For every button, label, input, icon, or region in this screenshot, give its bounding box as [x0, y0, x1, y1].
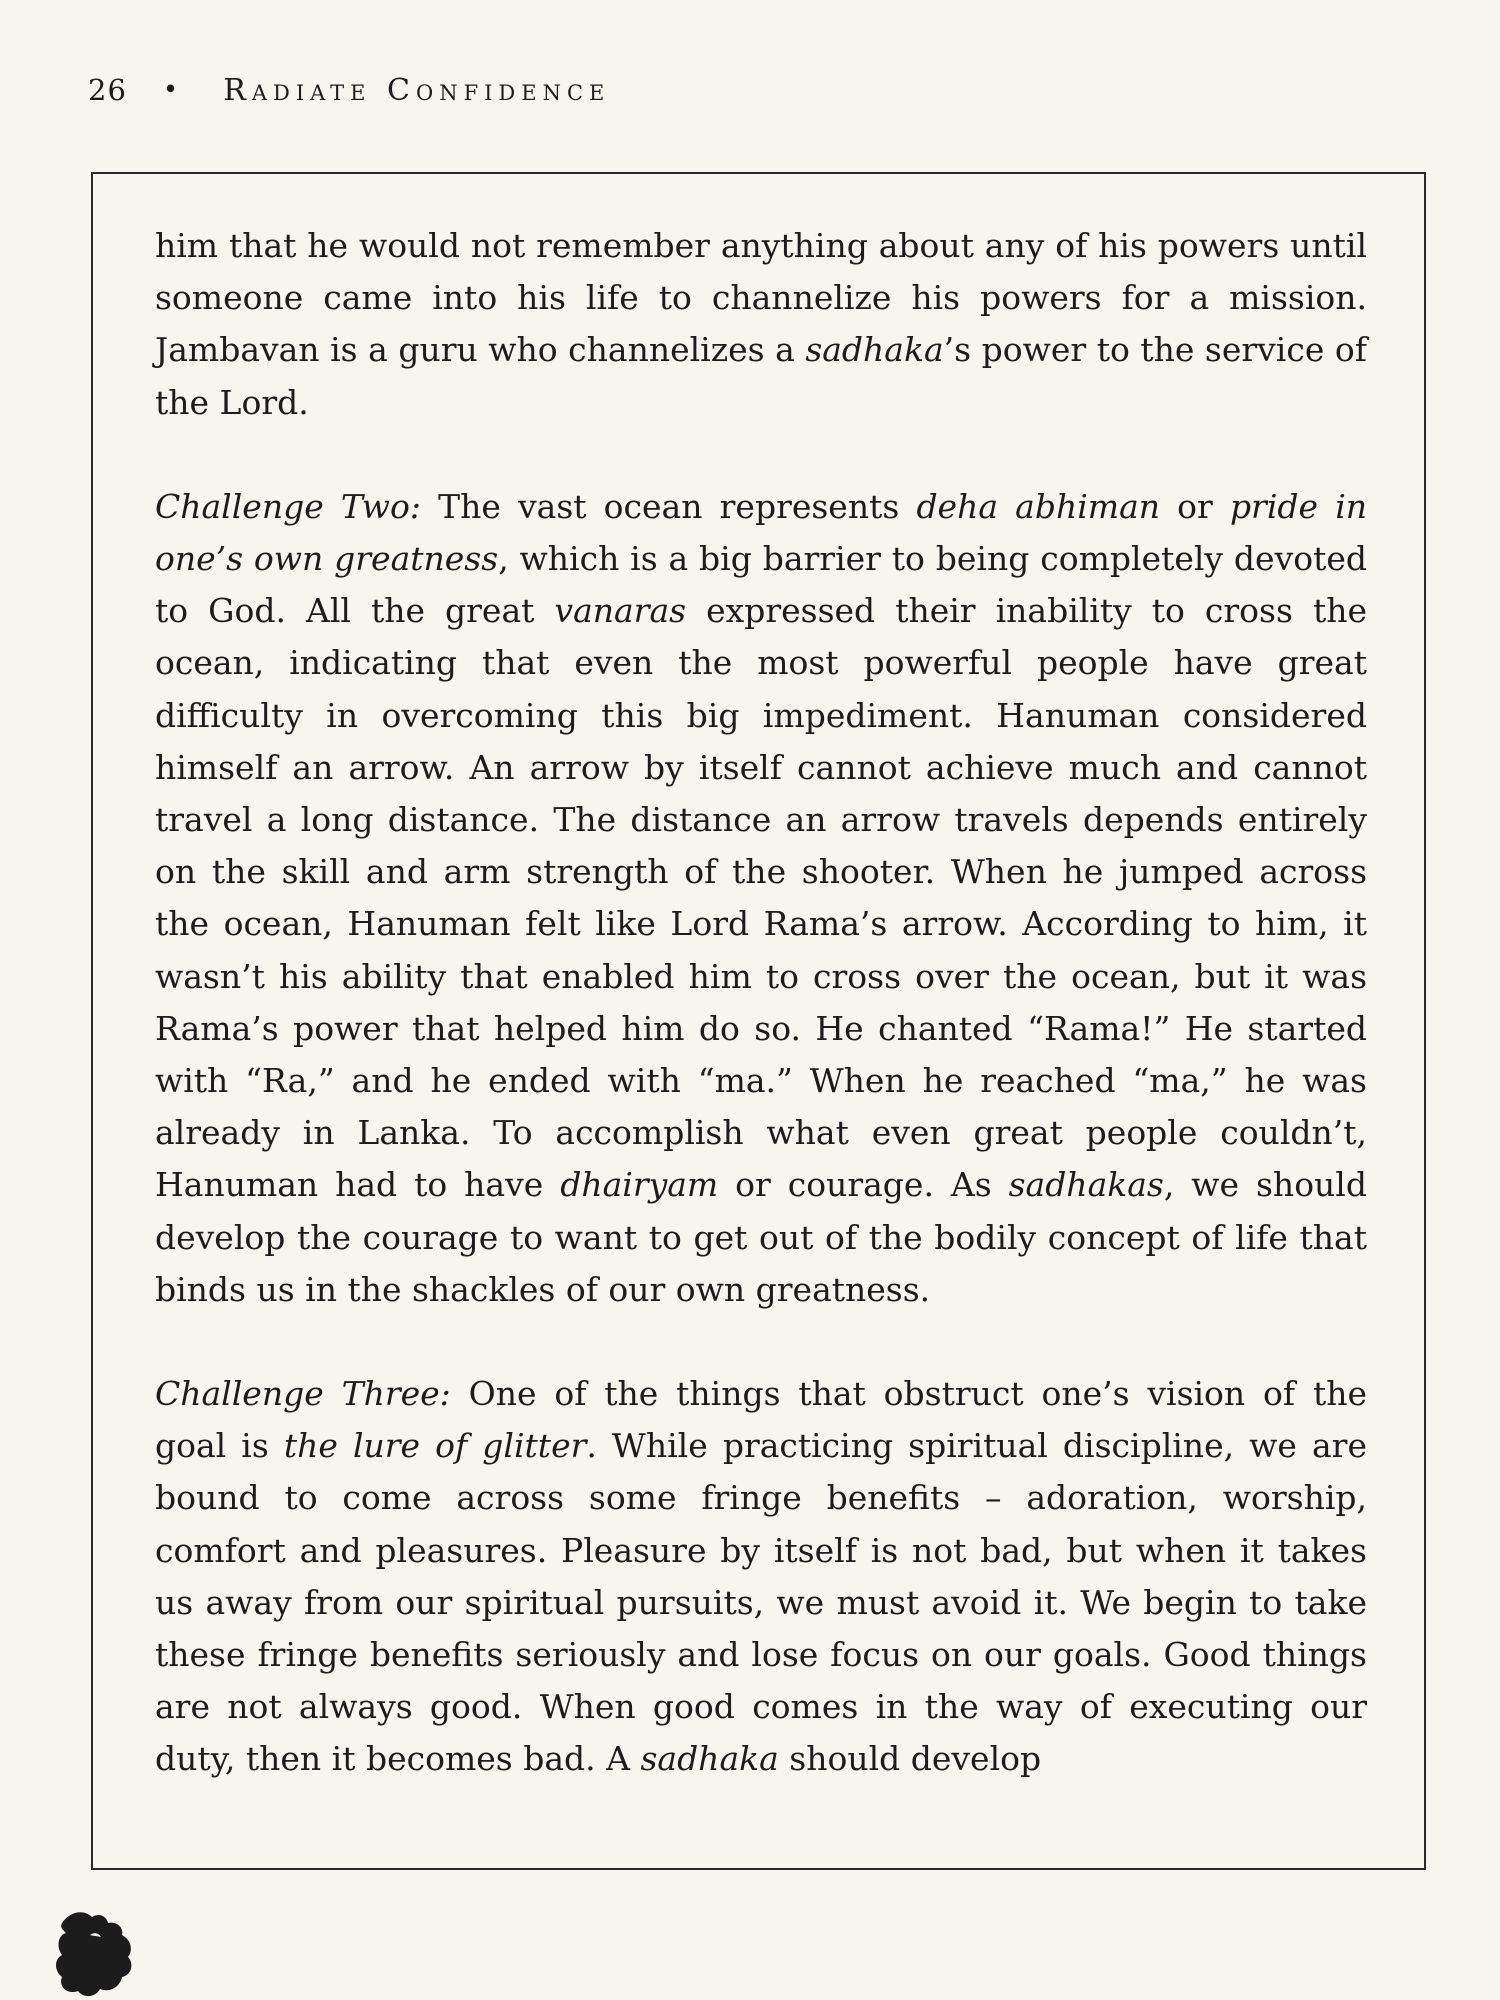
italic-term: sadhaka	[805, 330, 944, 370]
running-title: Radiate Confidence	[223, 72, 611, 108]
italic-term: the lure of glitter	[283, 1426, 587, 1466]
italic-term: vanaras	[554, 591, 687, 631]
italic-term: deha abhiman	[916, 486, 1160, 526]
italic-term: sadhaka	[640, 1739, 779, 1779]
header-separator: •	[162, 75, 180, 105]
paragraph-challenge-two	[155, 481, 1367, 1316]
hanuman-emblem-icon	[50, 1905, 140, 2000]
text-run: One of the things that obstruct one’s vision of the goal is	[155, 1374, 1367, 1466]
page-number: 26	[88, 73, 127, 107]
italic-term: pride in one’s own greatness	[155, 486, 1367, 579]
italic-term: sadhakas	[1008, 1165, 1164, 1205]
text-run: ’s power to the service of the Lord.	[155, 330, 1367, 422]
text-run: or	[1160, 486, 1230, 526]
text-run: expressed their inability to cross the ocean, indicating that even the most powerful people have great difficulty in overcoming this big impediment. Hanuman considered himself an arrow. An arrow by itself cannot achieve much and cannot travel a long distance. The distance an arrow travels depends entirely on the skill and arm strength of the shooter. When he jumped across the ocean, Hanuman felt like Lord Rama’s arrow. According to him, it wasn’t his ability that enabled him to cross over the ocean, but it was Rama’s power that helped him do so. He chanted “Rama!” He started with “Ra,” and he ended with “ma.” When he reached “ma,” he was already in Lanka. To accomplish what even great people couldn’t, Hanuman had to have	[155, 591, 1367, 1205]
challenge-label: Challenge Three:	[155, 1374, 451, 1414]
text-run: The vast ocean represents	[420, 486, 917, 526]
running-header	[88, 70, 610, 110]
body-text	[155, 220, 1367, 1786]
text-run: . While practicing spiritual discipline, we are bound to come across some fringe benefits – adoration, worship, comfort and pleasures. Pleasure by itself is not bad, but when it takes us away from our spiritual pursuits, we must avoid it. We begin to take these fringe benefits seriously and lose focus on our goals. Good things are not always good. When good comes in the way of executing our duty, then it becomes bad. A	[155, 1426, 1367, 1779]
text-run: should develop	[778, 1739, 1042, 1779]
text-run: or courage. As	[718, 1165, 1009, 1205]
text-run: him that he would not remember anything about any of his powers until someone came into his life to channelize his powers for a mission. Jambavan is a guru who channelizes a	[155, 226, 1367, 370]
paragraph-challenge-three	[155, 1368, 1367, 1786]
challenge-label: Challenge Two:	[155, 486, 421, 526]
italic-term: dhairyam	[560, 1165, 719, 1205]
paragraph-1	[155, 220, 1367, 429]
text-run: , we should develop the courage to want to get out of the bodily concept of life that binds us in the shackles of our own greatness.	[155, 1165, 1367, 1309]
text-run: , which is a big barrier to being completely devoted to God. All the great	[155, 539, 1367, 631]
